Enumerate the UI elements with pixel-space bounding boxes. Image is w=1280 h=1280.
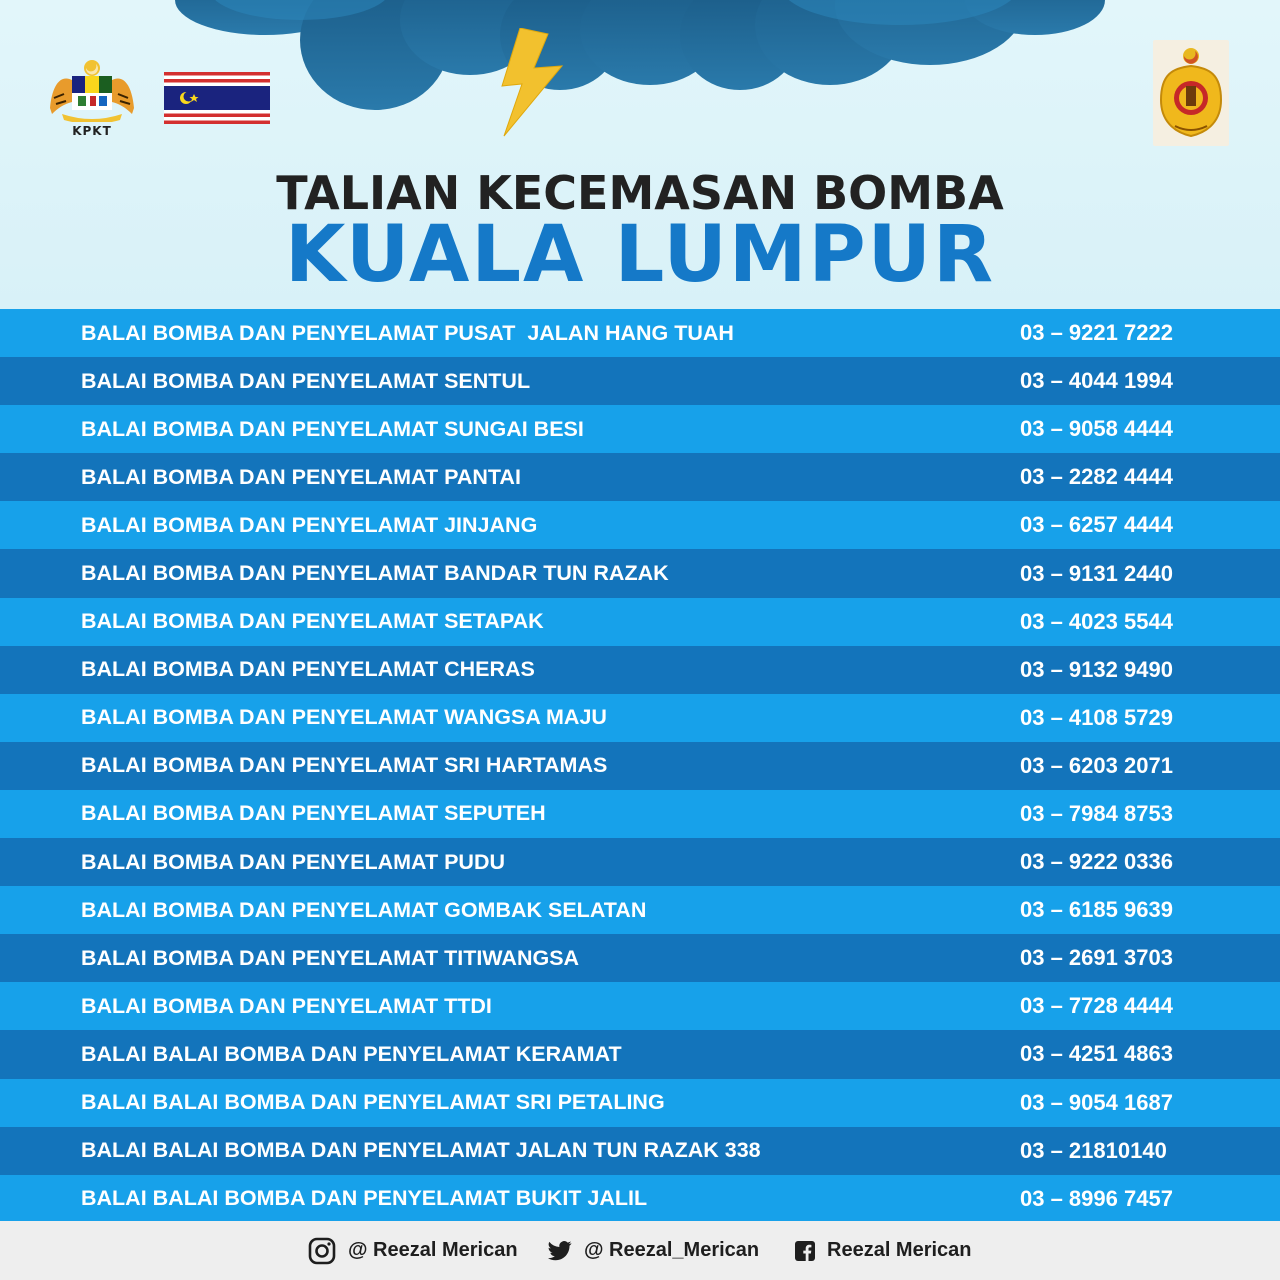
- bomba-emblem-logo: [1153, 40, 1229, 146]
- station-row: [0, 742, 1280, 790]
- station-list: [0, 309, 1280, 1223]
- station-row: [0, 598, 1280, 646]
- station-name: BALAI BOMBA DAN PENYELAMAT TITIWANGSA: [81, 945, 580, 970]
- page-title-line1: TALIAN KECEMASAN BOMBA: [276, 166, 1004, 220]
- station-phone: 03 – 8996 7457: [1020, 1185, 1173, 1211]
- station-name: BALAI BOMBA DAN PENYELAMAT PUSAT JALAN HANG TUAH: [81, 320, 734, 345]
- kuala-lumpur-flag: [164, 72, 270, 124]
- station-name: BALAI BOMBA DAN PENYELAMAT CHERAS: [81, 657, 535, 682]
- station-name: BALAI BOMBA DAN PENYELAMAT SUNGAI BESI: [81, 416, 584, 441]
- station-name: BALAI BOMBA DAN PENYELAMAT JINJANG: [81, 512, 538, 537]
- station-name: BALAI BOMBA DAN PENYELAMAT PANTAI: [81, 464, 521, 489]
- facebook-icon: [795, 1241, 815, 1261]
- facebook-label: Reezal Merican: [827, 1239, 972, 1261]
- station-row: [0, 694, 1280, 742]
- station-phone: 03 – 7728 4444: [1020, 993, 1173, 1019]
- station-name: BALAI BOMBA DAN PENYELAMAT WANGSA MAJU: [81, 705, 607, 730]
- station-row: [0, 886, 1280, 934]
- instagram-label: @ Reezal Merican: [348, 1239, 518, 1261]
- station-name: BALAI BALAI BOMBA DAN PENYELAMAT KERAMAT: [81, 1041, 622, 1066]
- kpkt-label: KPKT: [72, 124, 112, 138]
- station-phone: 03 – 21810140: [1020, 1137, 1167, 1163]
- station-name: BALAI BOMBA DAN PENYELAMAT BANDAR TUN RAZAK: [81, 561, 669, 586]
- page-title-line2: KUALA LUMPUR: [284, 210, 996, 300]
- station-row: [0, 357, 1280, 405]
- station-row: [0, 453, 1280, 501]
- station-row: [0, 405, 1280, 453]
- station-phone: 03 – 9054 1687: [1020, 1089, 1173, 1115]
- station-row: [0, 549, 1280, 597]
- station-phone: 03 – 7984 8753: [1020, 800, 1173, 826]
- station-name: BALAI BOMBA DAN PENYELAMAT SENTUL: [81, 368, 531, 393]
- station-row: [0, 790, 1280, 838]
- station-name: BALAI BOMBA DAN PENYELAMAT SRI HARTAMAS: [81, 753, 608, 778]
- kpkt-coat-of-arms-logo: [42, 58, 142, 148]
- station-phone: 03 – 9131 2440: [1020, 560, 1173, 586]
- instagram-icon: [308, 1237, 336, 1265]
- station-phone: 03 – 9221 7222: [1020, 320, 1173, 346]
- station-name: BALAI BALAI BOMBA DAN PENYELAMAT BUKIT JALIL: [81, 1186, 648, 1211]
- instagram-handle[interactable]: [308, 1221, 518, 1280]
- station-name: BALAI BOMBA DAN PENYELAMAT SEPUTEH: [81, 801, 546, 826]
- station-phone: 03 – 9132 9490: [1020, 656, 1173, 682]
- station-phone: 03 – 9222 0336: [1020, 849, 1173, 875]
- station-row: [0, 838, 1280, 886]
- station-row: [0, 309, 1280, 357]
- header: [0, 0, 1280, 310]
- facebook-handle[interactable]: [795, 1221, 972, 1280]
- station-row: [0, 934, 1280, 982]
- station-phone: 03 – 6185 9639: [1020, 897, 1173, 923]
- station-phone: 03 – 6203 2071: [1020, 752, 1173, 778]
- station-row: [0, 1030, 1280, 1078]
- station-row: [0, 646, 1280, 694]
- station-phone: 03 – 4023 5544: [1020, 608, 1173, 634]
- station-name: BALAI BOMBA DAN PENYELAMAT SETAPAK: [81, 609, 544, 634]
- station-name: BALAI BALAI BOMBA DAN PENYELAMAT SRI PETALING: [81, 1090, 665, 1115]
- station-name: BALAI BOMBA DAN PENYELAMAT GOMBAK SELATAN: [81, 897, 647, 922]
- station-phone: 03 – 4251 4863: [1020, 1041, 1173, 1067]
- station-row: [0, 501, 1280, 549]
- footer: [0, 1221, 1280, 1280]
- station-phone: 03 – 6257 4444: [1020, 512, 1173, 538]
- lightning-bolt-icon: [500, 28, 570, 138]
- station-phone: 03 – 4044 1994: [1020, 368, 1173, 394]
- station-phone: 03 – 2691 3703: [1020, 945, 1173, 971]
- station-phone: 03 – 4108 5729: [1020, 704, 1173, 730]
- station-row: [0, 1175, 1280, 1223]
- twitter-handle[interactable]: [548, 1221, 759, 1280]
- station-row: [0, 1079, 1280, 1127]
- station-row: [0, 982, 1280, 1030]
- station-name: BALAI BOMBA DAN PENYELAMAT TTDI: [81, 993, 492, 1018]
- station-name: BALAI BOMBA DAN PENYELAMAT PUDU: [81, 849, 506, 874]
- station-name: BALAI BALAI BOMBA DAN PENYELAMAT JALAN TUN RAZAK 338: [81, 1138, 761, 1163]
- twitter-icon: [548, 1241, 572, 1261]
- station-row: [0, 1127, 1280, 1175]
- station-phone: 03 – 2282 4444: [1020, 464, 1173, 490]
- station-phone: 03 – 9058 4444: [1020, 416, 1173, 442]
- twitter-label: @ Reezal_Merican: [584, 1239, 760, 1261]
